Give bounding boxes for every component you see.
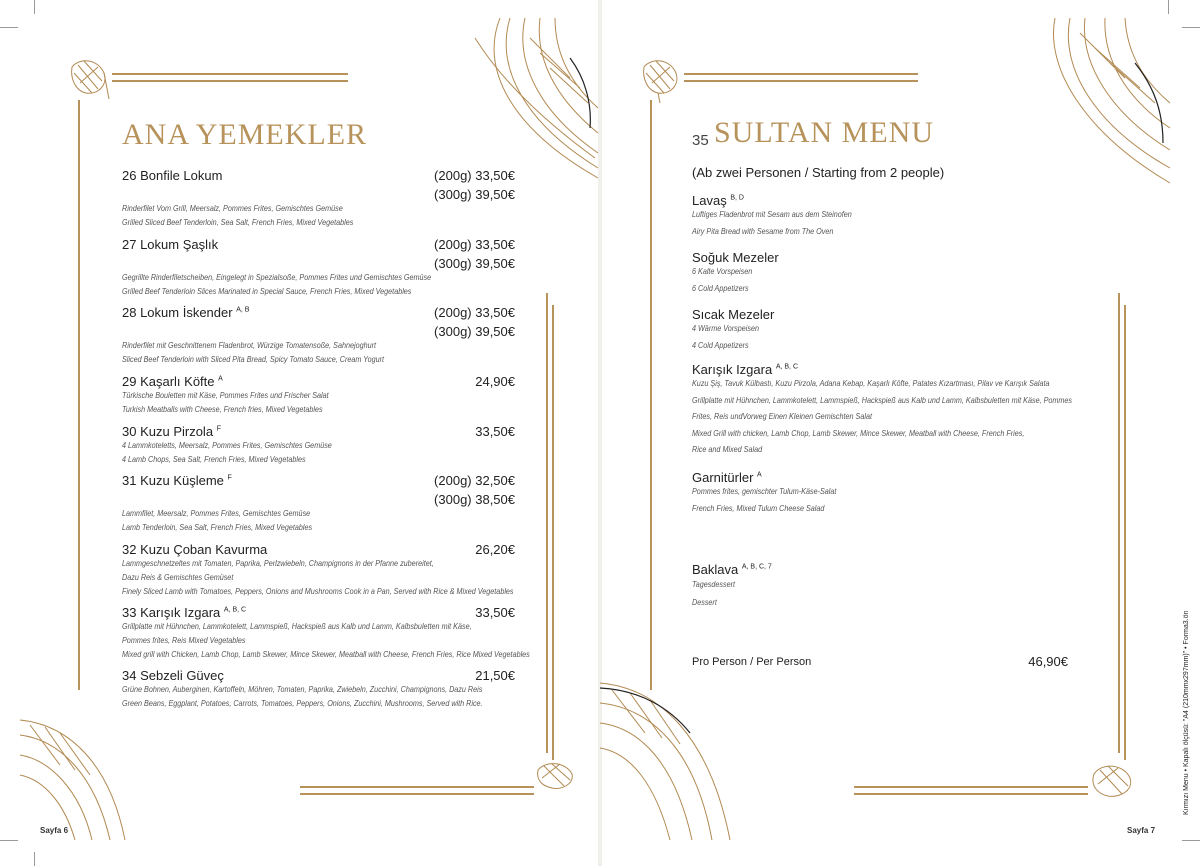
menu-item-description: Grüne Bohnen, Auberginen, Kartoffeln, Möhren, Tomaten, Paprika, Zwiebeln, Zucchini, Champignons, Dazu Reis — [122, 685, 483, 694]
menu-item-title: 31 Kuzu Küşleme — [122, 473, 224, 488]
page-number: Sayfa 7 — [1127, 826, 1156, 835]
gold-rule — [684, 73, 918, 75]
menu-section-description: 6 Kalte Vorspeisen — [692, 267, 753, 276]
menu-section-description: 4 Wärme Vorspeisen — [692, 324, 760, 333]
menu-item-description: Rinderfilet Vom Grill, Meersalz, Pommes Frites, Gemischtes Gemüse — [122, 204, 343, 213]
menu-item-name — [122, 237, 218, 252]
menu-item-description: Türkische Bouletten mit Käse, Pommes Frites und Frischer Salat — [122, 391, 329, 400]
menu-section-description: French Fries, Mixed Tulum Cheese Salad — [692, 503, 825, 513]
menu-item-description: Grilled Sliced Beef Tenderloin, Sea Salt, French Fries, Mixed Vegetables — [122, 218, 354, 227]
menu-number: 35 — [692, 132, 709, 149]
menu-item-title: 27 Lokum Şaşlık — [122, 237, 219, 252]
menu-item-description: Pommes frites, Reis Mixed Vegetables — [122, 636, 246, 645]
menu-section-title: Lavaş — [692, 193, 727, 208]
menu-item-name — [122, 605, 246, 620]
menu-item-title: 26 Bonfile Lokum — [122, 168, 223, 183]
page-title: ANA YEMEKLER — [122, 118, 368, 151]
menu-section-description: Rice and Mixed Salad — [692, 445, 763, 454]
menu-item-title: 34 Sebzeli Güveç — [122, 668, 224, 683]
allergen-codes: A, B, C — [775, 363, 799, 371]
lantern-icon — [640, 55, 682, 103]
menu-section-name — [692, 193, 744, 208]
menu-item-name — [122, 168, 222, 183]
allergen-codes: A, B, C — [223, 606, 247, 614]
menu-section-name — [692, 362, 798, 377]
menu-item-description: 4 Lamb Chops, Sea Salt, French Fries, Mixed Vegetables — [122, 455, 306, 464]
per-person-price: 46,90€ — [1028, 654, 1068, 669]
crop-mark — [1182, 27, 1200, 28]
allergen-codes: A — [218, 375, 223, 383]
lantern-icon — [1088, 760, 1136, 800]
menu-item-price: (300g) 39,50€ — [434, 324, 515, 339]
crop-mark — [0, 840, 18, 841]
menu-item-description: 4 Lammkoteletts, Meersalz, Pommes Frites, Gemischtes Gemüse — [122, 441, 332, 450]
menu-item-description: Rinderfilet mit Geschnittenem Fladenbrot, Würzige Tomatensoße, Sahnejoghurt — [122, 341, 377, 350]
gold-rule-vertical — [650, 100, 652, 690]
gold-rule — [684, 80, 918, 82]
menu-item-title: 29 Kaşarlı Köfte — [122, 374, 215, 389]
allergen-codes: A, B — [236, 306, 250, 314]
menu-subtitle: (Ab zwei Personen / Starting from 2 people) — [692, 165, 945, 180]
menu-item-name — [122, 473, 232, 488]
menu-item-title: 28 Lokum İskender — [122, 305, 233, 320]
gold-rule — [300, 793, 534, 795]
page-title: SULTAN MENU — [714, 116, 935, 149]
menu-item-name — [122, 542, 267, 557]
gold-rule-vertical — [1124, 305, 1126, 760]
menu-section-description: 4 Cold Appetizers — [692, 340, 749, 350]
menu-section-title: Garnitürler — [692, 470, 754, 485]
crop-mark — [1182, 840, 1200, 841]
leaf-sketch-bottom-left-left-page — [20, 715, 140, 840]
crop-mark — [1168, 0, 1169, 14]
menu-item-price: (200g) 33,50€ — [434, 168, 515, 183]
menu-item-price: (200g) 33,50€ — [434, 237, 515, 252]
menu-item-price: (300g) 38,50€ — [434, 492, 515, 507]
menu-item-price: 33,50€ — [475, 424, 515, 439]
menu-item-title: 32 Kuzu Çoban Kavurma — [122, 542, 268, 557]
menu-item-title: 30 Kuzu Pirzola — [122, 424, 214, 439]
gold-rule — [112, 80, 348, 82]
menu-section-title: Karışık Izgara — [692, 362, 773, 377]
crop-mark — [34, 0, 35, 14]
menu-section-name — [692, 307, 774, 322]
menu-section-description: Pommes frites, gemischter Tulum-Käse-Salat — [692, 487, 837, 496]
menu-item-description: Sliced Beef Tenderloin with Sliced Pita Bread, Spicy Tomato Sauce, Cream Yogurt — [122, 355, 385, 364]
per-person-label: Pro Person / Per Person — [692, 656, 812, 668]
menu-section-description: Airy Pita Bread with Sesame from The Oven — [692, 226, 834, 236]
menu-item-description: Lamb Tenderloin, Sea Salt, French Fries, Mixed Vegetables — [122, 523, 313, 532]
menu-section-description: Luftiges Fladenbrot mit Sesam aus dem Steinofen — [692, 210, 852, 219]
menu-section-title: Baklava — [692, 562, 739, 577]
menu-item-description: Grillplatte mit Hühnchen, Lammkotelett, Lammspieß, Hackspieß aus Kalb und Lamm, Kalbsbuletten mit Käse, — [122, 622, 472, 631]
allergen-codes: F — [216, 425, 221, 433]
menu-item-description: Turkish Meatballs with Cheese, French fries, Mixed Vegetables — [122, 405, 323, 414]
crop-mark — [34, 852, 35, 866]
gold-rule-vertical — [1118, 293, 1120, 753]
menu-item-name — [122, 424, 221, 439]
gold-rule-vertical — [546, 293, 548, 753]
gold-rule — [854, 786, 1088, 788]
menu-item-description: Gegrillte Rinderfiletscheiben, Eingelegt in Spezialsoße, Pommes Frites und Gemischtes Gemüse — [122, 273, 432, 282]
menu-item-description: Lammfilet, Meersalz, Pommes Frites, Gemischtes Gemüse — [122, 509, 311, 518]
leaf-sketch-bottom-left-right-page — [600, 678, 750, 840]
menu-section-description: 6 Cold Appetizers — [692, 283, 749, 293]
menu-section-title: Soğuk Mezeler — [692, 250, 779, 265]
menu-item-name — [122, 374, 223, 389]
menu-section-title: Sıcak Mezeler — [692, 307, 775, 322]
menu-section-description: Kuzu Şiş, Tavuk Külbastı, Kuzu Pirzola, Adana Kebap, Kaşarlı Köfte, Patates Kızartması, Pilav ve Karışık Salata — [692, 379, 1050, 388]
menu-item-description: Mixed grill with Chicken, Lamb Chop, Lamb Skewer, Mince Skewer, Meatball with Cheese, French Fries, Rice Mixed Vegetables — [122, 650, 530, 659]
gold-rule-vertical — [552, 305, 554, 760]
lantern-icon — [534, 760, 576, 790]
menu-item-price: 33,50€ — [475, 605, 515, 620]
menu-item-description: Finely Sliced Lamb with Tomatoes, Peppers, Onions and Mushrooms Cook in a Pan, Served with Rice & Mixed Vegetables — [122, 587, 514, 596]
menu-section-description: Grillplatte mit Hühnchen, Lammkotelett, Lammspieß, Hackspieß aus Kalb und Lamm, Kalbsbuletten mit Käse, Pommes — [692, 395, 1073, 405]
gold-rule — [300, 786, 534, 788]
allergen-codes: A — [757, 471, 762, 479]
menu-section-description: Tagesdessert — [692, 580, 735, 589]
menu-item-name — [122, 305, 249, 320]
menu-section-name — [692, 470, 762, 485]
gold-rule — [112, 73, 348, 75]
allergen-codes: A, B, C, 7 — [741, 563, 772, 571]
menu-item-price: (200g) 33,50€ — [434, 305, 515, 320]
menu-section-name — [692, 562, 772, 577]
leaf-sketch-top-right-right-page — [1045, 18, 1175, 188]
menu-item-price: (300g) 39,50€ — [434, 256, 515, 271]
menu-item-description: Dazu Reis & Gemischtes Gemüset — [122, 573, 234, 582]
crop-mark — [0, 27, 18, 28]
menu-item-price: 26,20€ — [475, 542, 515, 557]
menu-item-title: 33 Karışık Izgara — [122, 605, 221, 620]
gold-rule-vertical — [78, 100, 80, 690]
leaf-sketch-top-right-left-page — [470, 18, 600, 188]
menu-section-name — [692, 250, 779, 265]
lantern-icon — [68, 55, 110, 99]
menu-section-description: Dessert — [692, 598, 717, 607]
allergen-codes: B, D — [730, 194, 744, 202]
page-number: Sayfa 6 — [40, 826, 69, 835]
print-info-text: Kırmızı Menu • Kapalı ölçüsü: "A4 (210mmx297mm)" • Forma3.ön — [1183, 610, 1190, 815]
menu-item-price: (200g) 32,50€ — [434, 473, 515, 488]
menu-section-description: Mixed Grill with chicken, Lamb Chop, Lamb Skewer, Mince Skewer, Meatball with Cheese, French Fries, — [692, 428, 1025, 438]
menu-item-description: Lammgeschnetzeltes mit Tomaten, Paprika, Perlzwiebeln, Champignons in der Pfanne zubereitet, — [122, 559, 434, 568]
menu-item-price: 24,90€ — [475, 374, 515, 389]
gold-rule — [854, 793, 1088, 795]
menu-item-description: Grilled Beef Tenderloin Slices Marinated in Special Sauce, French Fries, Mixed Vegetables — [122, 287, 412, 296]
menu-item-price: 21,50€ — [475, 668, 515, 683]
menu-item-description: Green Beans, Eggplant, Potatoes, Carrots, Tomatoes, Peppers, Onions, Zucchini, Mushrooms, Served with Rice. — [122, 699, 483, 708]
menu-item-name — [122, 668, 224, 683]
allergen-codes: F — [227, 474, 232, 482]
menu-item-price: (300g) 39,50€ — [434, 187, 515, 202]
menu-section-description: Frites, Reis undVorweg Einen Kleinen Gemischten Salat — [692, 412, 872, 421]
